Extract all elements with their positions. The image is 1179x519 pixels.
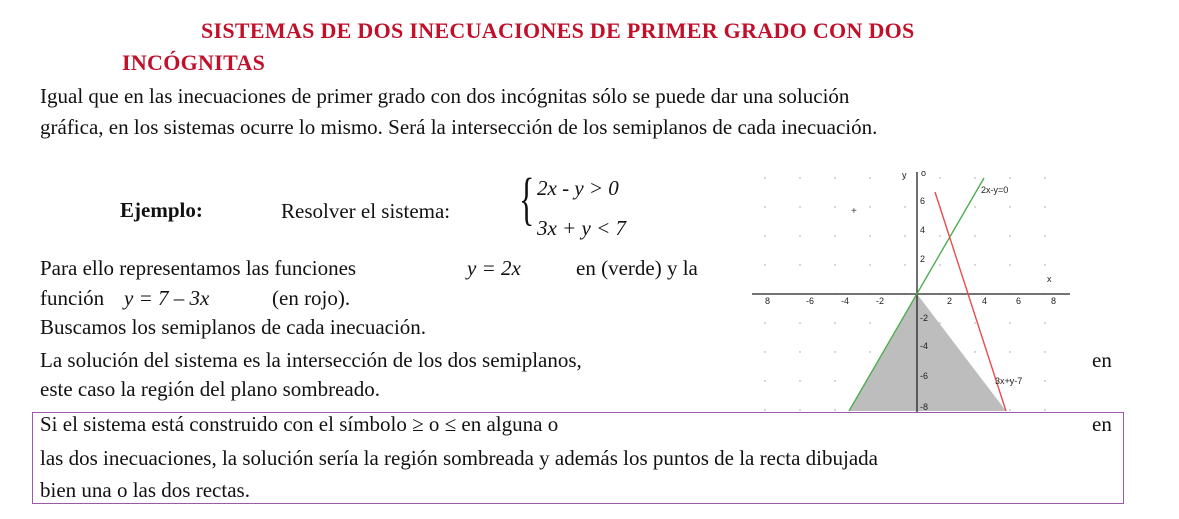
- grid-dot: [799, 235, 800, 236]
- grid-dot: [1009, 264, 1010, 265]
- grid-dot: [834, 409, 835, 410]
- body-p5: este caso la región del plano sombreado.: [40, 377, 380, 401]
- grid-dot: [834, 264, 835, 265]
- grid-dot: [834, 235, 835, 236]
- grid-dot: [1009, 177, 1010, 178]
- x-tick-label: 8: [1051, 296, 1057, 306]
- solution-graph: [752, 166, 1072, 414]
- grid-dot: [1044, 351, 1045, 352]
- grid-dot: [799, 380, 800, 381]
- grid-dot: [1044, 264, 1045, 265]
- green-line-label: 2x-y=0: [981, 185, 1009, 195]
- grid-dot: [799, 322, 800, 323]
- grid-dot: [764, 177, 765, 178]
- x-axis-label: x: [1047, 274, 1052, 284]
- y-tick-label: 4: [920, 225, 926, 235]
- example-prompt: Resolver el sistema:: [281, 199, 451, 223]
- grid-dot: [799, 351, 800, 352]
- grid-dot: [1044, 235, 1045, 236]
- body-p4-end: en: [1092, 348, 1112, 372]
- grid-dot: [834, 351, 835, 352]
- example-label: Ejemplo:: [120, 198, 203, 222]
- intro-line1: Igual que en las inecuaciones de primer grado con dos incógnitas sólo se puede dar una solución: [40, 84, 850, 108]
- grid-dot: [869, 206, 870, 207]
- y-tick-label: -2: [920, 313, 929, 323]
- grid-dot: [764, 380, 765, 381]
- body-p3: Buscamos los semiplanos de cada inecuación.: [40, 315, 427, 339]
- grid-dot: [1009, 351, 1010, 352]
- y-tick-label: -6: [920, 371, 929, 381]
- system-eq1: 2x - y > 0: [537, 176, 619, 200]
- grid-dot: [869, 351, 870, 352]
- page-title-line1: SISTEMAS DE DOS INECUACIONES DE PRIMER GRADO CON DOS: [201, 18, 915, 43]
- intro-line2: gráfica, en los sistemas ocurre lo mismo. Será la intersección de los semiplanos de cada inecuación.: [40, 115, 878, 139]
- grid-dot: [834, 177, 835, 178]
- y-tick-label: 6: [920, 196, 926, 206]
- note-line1-end: en: [1092, 412, 1112, 436]
- grid-dot: [1009, 235, 1010, 236]
- note-line1: Si el sistema está construido con el símbolo ≥ o ≤ en alguna o: [40, 412, 559, 436]
- system-brace: {: [519, 166, 535, 231]
- grid-dot: [799, 409, 800, 410]
- grid-dot: [764, 409, 765, 410]
- x-tick-label: 4: [982, 296, 988, 306]
- grid-dot: [834, 380, 835, 381]
- grid-dot: [799, 177, 800, 178]
- grid-dot: [799, 206, 800, 207]
- grid-dot: [764, 351, 765, 352]
- grid-dot: [764, 322, 765, 323]
- function-red: y = 7 – 3x: [124, 286, 210, 310]
- y-tick-label: 2: [920, 254, 926, 264]
- body-p4: La solución del sistema es la intersección de los dos semiplanos,: [40, 348, 582, 372]
- grid-dot: [764, 264, 765, 265]
- body-p2b: (en rojo).: [272, 286, 351, 310]
- grid-dot: [974, 235, 975, 236]
- grid-dot: [869, 322, 870, 323]
- body-p1a: Para ello representamos las funciones: [40, 256, 357, 280]
- x-tick-label: 6: [1016, 296, 1022, 306]
- note-line2: las dos inecuaciones, la solución sería la región sombreada y además los puntos de la recta dibujada: [40, 446, 878, 470]
- system-eq2: 3x + y < 7: [537, 216, 626, 240]
- y-tick-label: -8: [920, 402, 929, 412]
- y-tick-label: -4: [920, 341, 929, 351]
- grid-dot: [974, 351, 975, 352]
- grid-dot: [869, 264, 870, 265]
- grid-dot: [904, 235, 905, 236]
- grid-dot: [1009, 322, 1010, 323]
- body-p2a: función: [40, 286, 105, 310]
- grid-dot: [1009, 206, 1010, 207]
- top-mark: o: [921, 168, 927, 178]
- grid-dot: [939, 177, 940, 178]
- grid-dot: [764, 235, 765, 236]
- grid-dot: [834, 206, 835, 207]
- grid-dot: [869, 235, 870, 236]
- grid-dot: [1044, 409, 1045, 410]
- grid-dot: [834, 322, 835, 323]
- grid-dot: [974, 206, 975, 207]
- grid-dot: [939, 235, 940, 236]
- solution-region: [849, 294, 1006, 411]
- grid-dot: [869, 177, 870, 178]
- grid-dot: [799, 264, 800, 265]
- grid-dot: [904, 264, 905, 265]
- grid-dot: [1044, 177, 1045, 178]
- red-line-label: 3x+y-7: [995, 376, 1023, 386]
- function-green: y = 2x: [467, 256, 521, 280]
- page-title-line2: INCÓGNITAS: [122, 50, 266, 75]
- grid-dot: [1044, 380, 1045, 381]
- grid-dot: [764, 206, 765, 207]
- note-line3: bien una o las dos rectas.: [40, 478, 250, 502]
- y-axis-label: y: [902, 170, 907, 180]
- body-p1b: en (verde) y la: [576, 256, 698, 280]
- grid-dot: [974, 264, 975, 265]
- grid-dot: [1044, 206, 1045, 207]
- grid-dot: [1009, 409, 1010, 410]
- grid-dot: [974, 322, 975, 323]
- grid-dot: [974, 177, 975, 178]
- x-tick-label: 8: [765, 296, 771, 306]
- grid-dot: [1044, 322, 1045, 323]
- x-tick-label: -6: [806, 296, 815, 306]
- x-tick-label: -4: [841, 296, 850, 306]
- grid-dot: [939, 322, 940, 323]
- grid-dot: [939, 264, 940, 265]
- x-tick-label: -2: [876, 296, 885, 306]
- grid-dot: [904, 206, 905, 207]
- plus-mark: +: [851, 206, 857, 217]
- x-tick-label: 2: [947, 296, 953, 306]
